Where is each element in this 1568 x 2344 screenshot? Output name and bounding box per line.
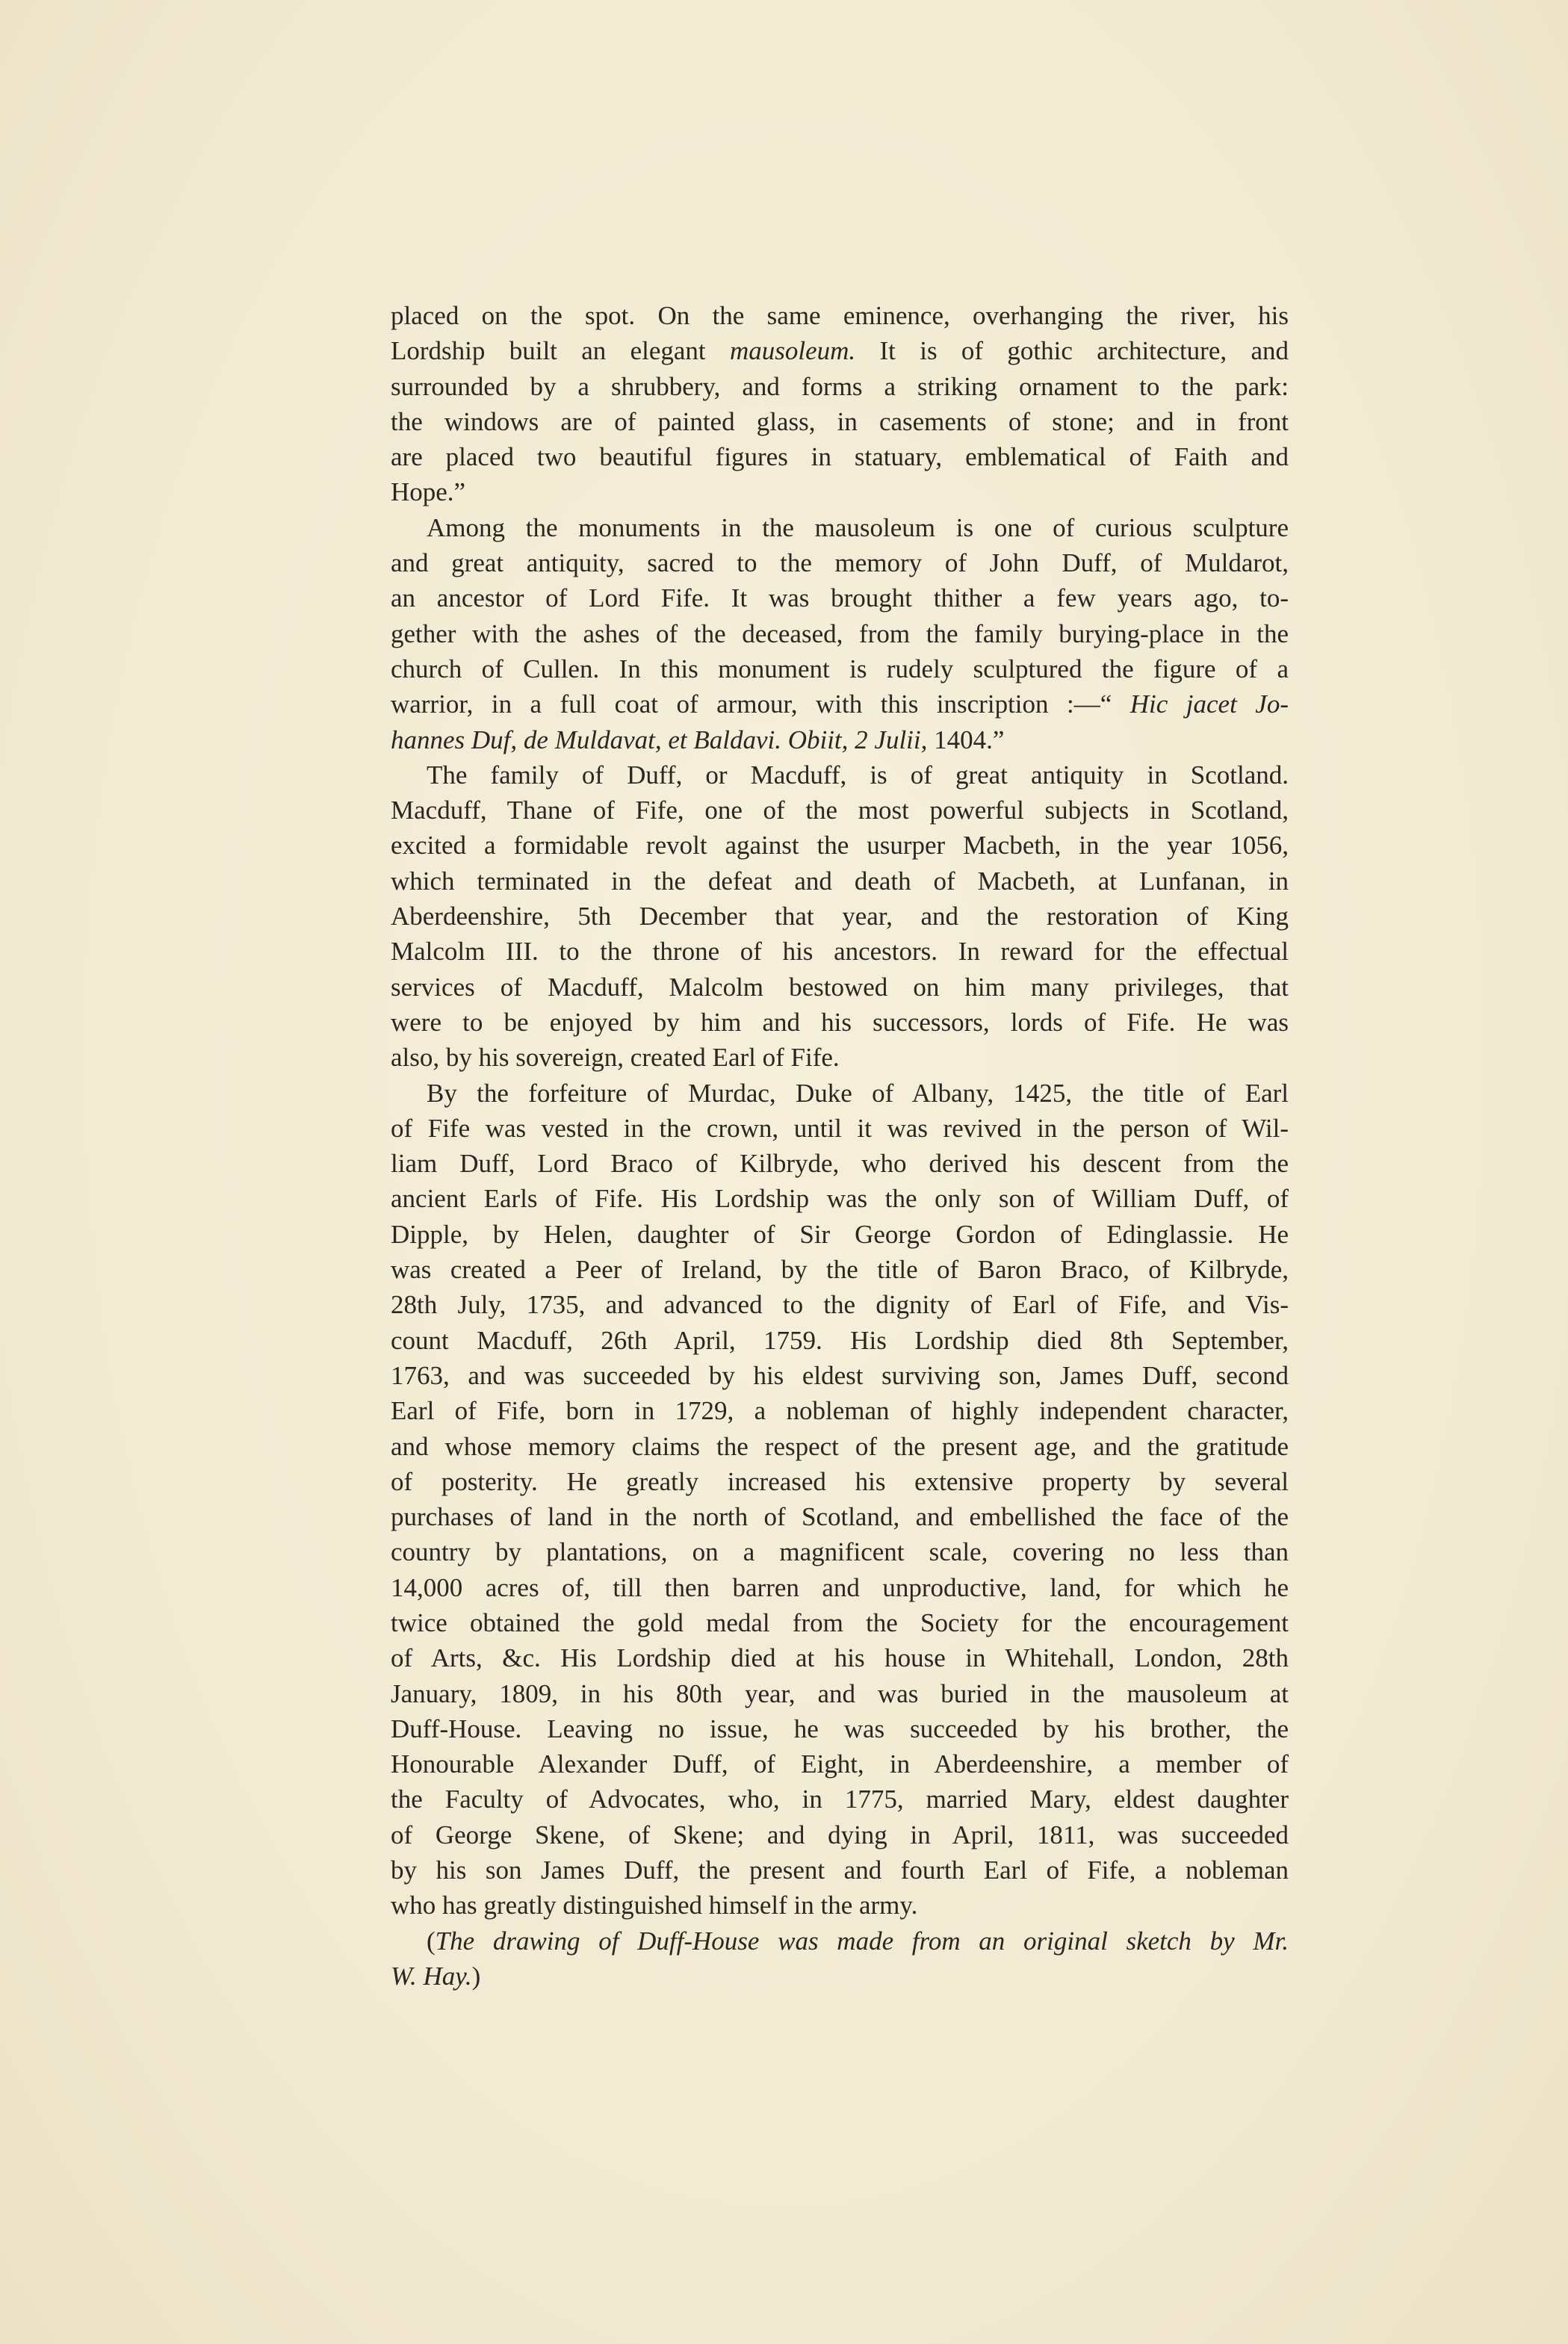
text-line [391,580,1289,616]
text-segment: who has greatly distinguished himself in the army. [391,1891,918,1920]
text-segment: ancient Earls of Fife. His Lordship was the only son of William Duff, of [391,1184,1289,1214]
text-segment: of Arts, &c. His Lordship died at his house in Whitehall, London, 28th [391,1643,1289,1673]
italic-text: hannes Duf, de Muldavat, et Baldavi. Obiit, [391,725,849,754]
text-segment: It is of gothic architecture, and [855,336,1289,366]
italic-text: The drawing of Duff-House was made from an original sketch by Mr. [435,1926,1289,1956]
text-segment: count Macduff, 26th April, 1759. His Lordship died 8th September, [391,1325,1289,1355]
text-line [391,1640,1289,1675]
text-line [391,1570,1289,1605]
text-line [391,545,1289,580]
text-line [391,864,1289,899]
italic-text: mausoleum. [729,336,856,366]
text-segment: warrior, in a full coat of armour, with this inscription :—“ [391,689,1130,719]
text-segment: ( [427,1926,436,1956]
text-segment: Honourable Alexander Duff, of Eight, in Aberdeenshire, a member of [391,1749,1289,1779]
text-segment: church of Cullen. In this monument is rudely sculptured the figure of a [391,654,1289,683]
text-line [391,510,1289,545]
text-line [391,1252,1289,1287]
text-line [391,1358,1289,1393]
text-segment: Dipple, by Helen, daughter of Sir George Gordon of Edinglassie. He [391,1219,1289,1249]
text-segment: The family of Duff, or Macduff, is of great antiquity in Scotland. [427,760,1289,790]
text-line [391,1923,1289,1959]
text-line [391,1746,1289,1782]
text-segment: was created a Peer of Ireland, by the title of Baron Braco, of Kilbryde, [391,1255,1289,1285]
text-line [391,1534,1289,1569]
text-segment: Among the monuments in the mausoleum is one of curious sculpture [427,512,1289,542]
text-line [391,1464,1289,1499]
text-line [391,1782,1289,1817]
text-segment: and great antiquity, sacred to the memory of John Duff, of Muldarot, [391,548,1289,578]
text-segment: were to be enjoyed by him and his successors, lords of Fife. He was [391,1007,1289,1037]
text-segment: 1404.” [927,725,1005,754]
text-line [391,899,1289,934]
text-line [391,369,1289,404]
text-line [391,474,1289,509]
text-segment: Duff-House. Leaving no issue, he was succeeded by his brother, the [391,1714,1289,1743]
text-line [391,1111,1289,1146]
text-line [391,1852,1289,1888]
text-segment: country by plantations, on a magnificent scale, covering no less than [391,1537,1289,1567]
text-segment: Aberdeenshire, 5th December that year, and the restoration of King [391,902,1289,931]
text-segment: the windows are of painted glass, in casements of stone; and in front [391,406,1289,436]
text-segment: which terminated in the defeat and death of Macbeth, at Lunfanan, in [391,866,1289,896]
text-line [391,686,1289,722]
text-segment: also, by his sovereign, created Earl of Fife. [391,1043,840,1073]
text-line [391,1888,1289,1923]
text-line [391,651,1289,686]
text-segment: 14,000 acres of, till then barren and unproductive, land, for which he [391,1572,1289,1602]
text-segment: of Fife was vested in the crown, until it was revived in the person of Wil- [391,1113,1289,1143]
text-line [391,828,1289,863]
text-line [391,404,1289,439]
text-line [391,1676,1289,1711]
italic-text: Hic jacet Jo- [1129,689,1289,719]
text-segment: By the forfeiture of Murdac, Duke of Albany, 1425, the title of Earl [427,1078,1289,1108]
text-line [391,1605,1289,1640]
text-line [391,1287,1289,1322]
text-line [391,298,1289,333]
text-segment: 1763, and was succeeded by his eldest surviving son, James Duff, second [391,1360,1289,1390]
text-line [391,1959,1289,1994]
text-segment [848,725,855,754]
text-line [391,333,1289,368]
text-line [391,1393,1289,1428]
text-segment: and whose memory claims the respect of the present age, and the gratitude [391,1431,1289,1461]
text-line [391,439,1289,474]
italic-text: 2 Julii, [855,725,928,754]
body-text [391,298,1289,1994]
text-segment: an ancestor of Lord Fife. It was brought thither a few years ago, to- [391,583,1289,613]
text-segment: of George Skene, of Skene; and dying in April, 1811, was succeeded [391,1820,1289,1850]
text-segment: purchases of land in the north of Scotland, and embellished the face of the [391,1502,1289,1532]
text-line [391,757,1289,793]
text-line [391,722,1289,757]
text-line [391,1146,1289,1181]
text-line [391,793,1289,828]
text-segment: gether with the ashes of the deceased, from the family burying-place in the [391,618,1289,648]
text-segment: Macduff, Thane of Fife, one of the most powerful subjects in Scotland, [391,796,1289,825]
text-segment: ) [471,1961,481,1991]
text-line [391,1181,1289,1216]
text-line [391,1817,1289,1852]
text-segment: the Faculty of Advocates, who, in 1775, married Mary, eldest daughter [391,1785,1289,1814]
text-line [391,1040,1289,1075]
text-segment: 28th July, 1735, and advanced to the dignity of Earl of Fife, and Vis- [391,1290,1289,1320]
text-line [391,616,1289,651]
text-line [391,1076,1289,1111]
text-segment: surrounded by a shrubbery, and forms a striking ornament to the park: [391,371,1289,401]
text-segment: liam Duff, Lord Braco of Kilbryde, who derived his descent from the [391,1149,1289,1179]
text-segment: services of Macduff, Malcolm bestowed on him many privileges, that [391,972,1289,1002]
text-segment: of posterity. He greatly increased his extensive property by several [391,1466,1289,1496]
text-line [391,934,1289,969]
text-line [391,1711,1289,1746]
text-segment: Earl of Fife, born in 1729, a nobleman of highly independent character, [391,1396,1289,1426]
text-segment: Hope.” [391,477,466,507]
text-segment: are placed two beautiful figures in statuary, emblematical of Faith and [391,442,1289,472]
italic-text: W. Hay. [391,1961,472,1991]
text-line [391,1323,1289,1358]
text-line [391,1499,1289,1534]
text-segment: excited a formidable revolt against the usurper Macbeth, in the year 1056, [391,831,1289,861]
text-segment: Lordship built an elegant [391,336,730,366]
text-segment: by his son James Duff, the present and fourth Earl of Fife, a nobleman [391,1855,1289,1885]
text-segment: twice obtained the gold medal from the Society for the encouragement [391,1607,1289,1637]
text-line [391,1005,1289,1040]
text-segment: January, 1809, in his 80th year, and was buried in the mausoleum at [391,1678,1289,1708]
text-line [391,1429,1289,1464]
text-segment: placed on the spot. On the same eminence, overhanging the river, his [391,301,1289,330]
text-line [391,970,1289,1005]
text-segment: Malcolm III. to the throne of his ancestors. In reward for the effectual [391,937,1289,967]
text-line [391,1217,1289,1252]
